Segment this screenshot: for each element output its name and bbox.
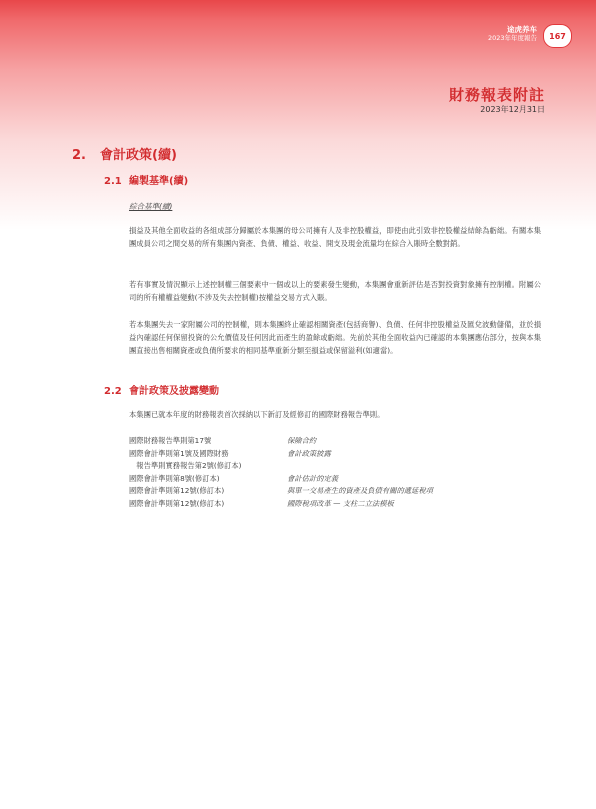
report-name: 2023年年度報告 — [487, 33, 537, 42]
standard-name: 國際會計準則第1號及國際財務 — [129, 448, 229, 458]
standard-name: 報告準則實務報告第2號(修訂本) — [129, 461, 242, 470]
subsection-number: 2.2 — [104, 386, 122, 397]
subsection-heading-2-2 — [104, 382, 219, 397]
table-row — [129, 435, 433, 448]
paragraph: 若有事實及情況顯示上述控制權三個要素中一個或以上的要素發生變動，本集團會重新評估是否對投資對象擁有控制權。附屬公司的所有權權益變動(不涉及失去控制權)按權益交易方式入賬。 — [129, 280, 541, 302]
standard-name: 國際會計準則第12號(修訂本) — [129, 498, 225, 508]
page-number-badge: 167 — [543, 24, 572, 48]
table-row — [129, 448, 433, 461]
standard-desc: 國際稅項改革 — 支柱二立法模板 — [287, 498, 394, 508]
standard-name: 國際會計準則第12號(修訂本) — [129, 486, 225, 495]
page-title: 財務報表附註 — [448, 86, 545, 104]
standard-name: 國際會計準則第8號(修訂本) — [129, 473, 220, 483]
subsection-title-text: 編製基準(續) — [129, 176, 189, 187]
subsection-heading-2-1 — [104, 172, 188, 187]
subsection-title-text: 會計政策及披露變動 — [129, 386, 219, 397]
standard-desc — [287, 460, 433, 473]
standard-desc: 與單一交易產生的資產及負債有關的遞延稅項 — [287, 486, 433, 495]
standard-name: 國際財務報告準則第17號 — [129, 436, 212, 445]
standard-desc: 會計估計的定義 — [287, 473, 339, 483]
standards-table — [129, 435, 433, 510]
subsection-number: 2.1 — [104, 176, 122, 187]
table-row — [129, 473, 433, 486]
table-row — [129, 498, 433, 511]
section-number: 2. — [72, 148, 86, 163]
standard-desc: 會計政策披露 — [287, 448, 331, 458]
brand-block — [488, 26, 537, 42]
page-date: 2023年12月31日 — [480, 105, 545, 114]
section-heading — [72, 144, 177, 163]
standard-desc: 保險合約 — [287, 436, 317, 445]
table-row — [129, 485, 433, 498]
italic-subheading: 綜合基準(續) — [129, 202, 173, 211]
section-title-text: 會計政策(續) — [100, 148, 177, 163]
paragraph: 損益及其他全面收益的各組成部分歸屬於本集團的母公司擁有人及非控股權益，即使由此引致非控股權益結餘為虧絀。有關本集團成員公司之間交易的所有集團內資產、負債、權益、收益、開支及現金流量均在綜合入賬時全數對銷。 — [129, 226, 541, 248]
table-row — [129, 460, 433, 473]
company-name: 途虎养车 — [507, 25, 537, 34]
paragraph: 本集團已就本年度的財務報表首次採納以下新訂及經修訂的國際財務報告準則。 — [129, 410, 385, 419]
paragraph: 若本集團失去一家附屬公司的控制權，則本集團終止確認相關資產(包括商譽)、負債、任何非控股權益及匯兌波動儲備，並於損益內確認任何保留投資的公允價值及任何因此而產生的盈餘或虧絀。先前於其他全面收益內已確認的本集團應佔部分，按與本集團直接出售相關資產或負債所要求的相同基準重新分類至損益或保留溢利(如適當)。 — [129, 320, 541, 355]
